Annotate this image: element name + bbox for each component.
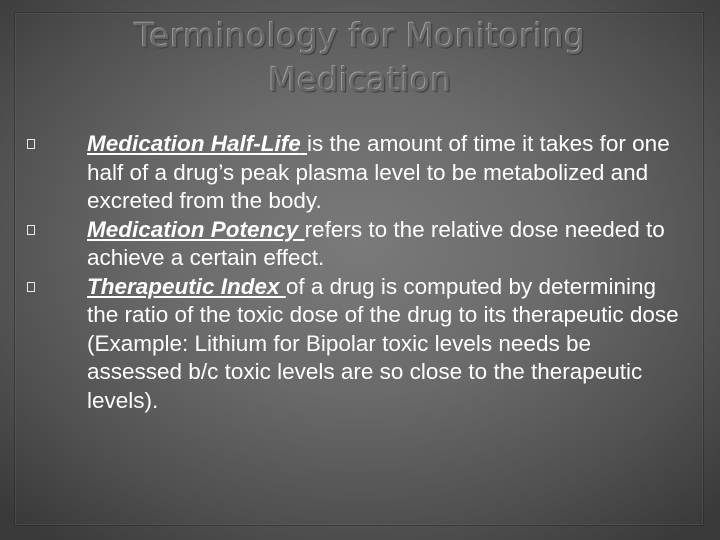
- hollow-square-bullet-icon: [27, 139, 35, 149]
- bullet-list: [82, 130, 682, 415]
- hollow-square-bullet-icon: [27, 225, 35, 235]
- bullet-item-half-life: [82, 130, 682, 216]
- term-therapeutic-index: Therapeutic Index: [87, 273, 280, 299]
- definition-half-life: is the amount of time it takes for one half of a drug’s peak plasma level to be metabolized and excreted from the body.: [87, 131, 670, 213]
- term-potency: Medication Potency: [87, 216, 299, 242]
- bullet-item-therapeutic-index: [82, 273, 682, 416]
- term-half-life: Medication Half-Life: [87, 131, 301, 156]
- slide-title: Terminology for Monitoring Medication: [134, 16, 586, 99]
- bullet-item-potency: [82, 216, 682, 273]
- definition-potency: refers to the relative dose needed to achieve a certain effect.: [87, 216, 665, 270]
- hollow-square-bullet-icon: [27, 282, 35, 292]
- definition-therapeutic-index: of a drug is computed by determining the ratio of the toxic dose of the drug to its therapeutic dose (Example: Lithium for Bipolar toxic levels needs be assessed b/c toxic levels are so close to the therapeutic levels).: [87, 273, 679, 413]
